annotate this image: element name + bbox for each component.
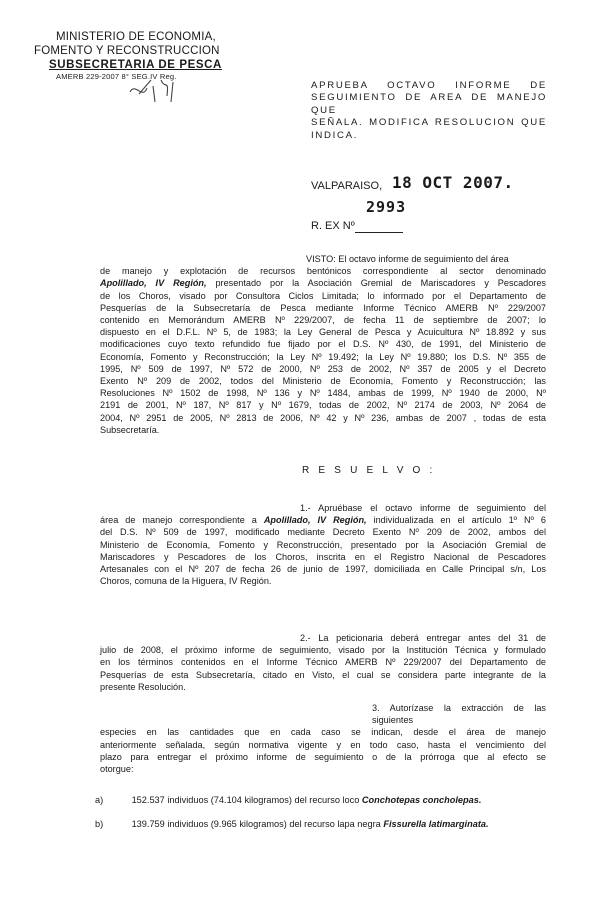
list-letter: b) bbox=[95, 819, 104, 829]
visto-line: modificaciones cuyo texto refundido fue fijado por el D.S. Nº 430, de 1991, del Ministerio de bbox=[100, 339, 546, 350]
resuelvo-item-3 bbox=[100, 702, 546, 775]
item-2-line: julio de 2008, el próximo informe de seguimiento, visado por la Institución Técnica y formulado bbox=[100, 645, 546, 656]
handwritten-initials bbox=[125, 72, 195, 112]
resuelvo-item-1 bbox=[100, 502, 546, 587]
visto-text: El octavo informe de seguimiento del área bbox=[338, 254, 509, 264]
item-2-first-line: 2.- La peticionaria deberá entregar antes del 31 de bbox=[300, 633, 546, 643]
sector-name: Apolillado, IV Región, bbox=[100, 278, 207, 289]
item-3-line: especies en las cantidades que en cada caso se indican, desde el área de manejo bbox=[100, 727, 546, 738]
reference-line: SEGUIMIENTO DE AREA DE MANEJO QUE bbox=[311, 92, 547, 116]
item-1-line: Mariscadores y Pescadores de los Choros, inscrita en el Registro Nacional de Pescadores bbox=[100, 551, 546, 562]
visto-line: dispuesto en el D.F.L. Nº 5, de 1983; la Ley General de Pesca y Acuicultura Nº 18.892 y sus bbox=[100, 327, 546, 338]
extraction-list-item-b bbox=[95, 818, 555, 830]
item-3-first-line: 3. Autorízase la extracción de las siguientes bbox=[372, 703, 546, 726]
item-1-first-line: 1.- Apruébase el octavo informe de seguimiento del bbox=[300, 503, 546, 513]
item-2-line: en los términos contenidos en el Informe Técnico AMERB Nº 229/2007 del Departamento de bbox=[100, 657, 546, 668]
list-letter: a) bbox=[95, 795, 104, 805]
item-1-line: Choros, comuna de la Higuera, IV Región. bbox=[100, 576, 272, 587]
list-text: 152.537 individuos (74.104 kilogramos) del recurso loco bbox=[131, 795, 360, 805]
visto-line: de manejo y explotación de recursos bentónicos correspondiente al sector denominado bbox=[100, 266, 546, 277]
item-1-text: área de manejo correspondiente a bbox=[100, 515, 257, 526]
visto-line: 1995, Nº 509 de 1997, Nº 572 de 2000, Nº 253 de 2002, Nº 357 de 2005 y el Decreto bbox=[100, 363, 546, 374]
visto-line: presentado por la Asociación Gremial de Mariscadores y Pescadores bbox=[215, 278, 546, 289]
item-3-line: plazo para entregar el próximo informe de seguimiento o de la prórroga que al efecto se bbox=[100, 751, 546, 762]
item-1-line: Artesanales con el Nº 207 de fecha 26 de junio de 1997, domiciliada en Calle Principal s/n, Los bbox=[100, 564, 546, 575]
item-3-line: otorgue: bbox=[100, 764, 134, 775]
city-label: VALPARAISO, bbox=[311, 180, 383, 192]
header-line-2: FOMENTO Y RECONSTRUCCION bbox=[34, 45, 220, 57]
extraction-list-item-a bbox=[95, 794, 555, 806]
reference-line: SEÑALA. MODIFICA RESOLUCION QUE bbox=[311, 117, 547, 129]
visto-line: contenido en Memorándum AMERB Nº 229/2007, de fecha 11 de septiembre de 2007; lo bbox=[100, 315, 546, 326]
list-text: 139.759 individuos (9.965 kilogramos) del recurso lapa negra bbox=[131, 819, 381, 829]
header-line-1: MINISTERIO DE ECONOMIA, bbox=[56, 31, 216, 43]
resolution-number-label: R. EX Nº bbox=[311, 220, 355, 232]
visto-label: VISTO: bbox=[306, 254, 336, 264]
resolution-number: 2993 bbox=[366, 198, 407, 216]
item-1-line-2 bbox=[100, 514, 546, 526]
reference-line: APRUEBA OCTAVO INFORME DE bbox=[311, 80, 547, 91]
reference-line: INDICA. bbox=[311, 129, 359, 141]
visto-line-sector bbox=[100, 277, 546, 289]
visto-line: 2191 de 2001, Nº 187, Nº 817 y Nº 1679, todas de 2002, Nº 2174 de 2003, Nº 2064 de bbox=[100, 400, 546, 411]
visto-line: de los Choros, visado por Consultora Ciclos Limitada; lo informado por el Departamento de bbox=[100, 290, 546, 301]
number-underline bbox=[355, 232, 403, 233]
visto-section bbox=[100, 253, 546, 436]
header-line-4: AMERB 229-2007 8° SEG.IV Reg. bbox=[56, 72, 177, 81]
visto-line: Subsecretaría. bbox=[100, 424, 160, 435]
resuelvo-heading: R E S U E L V O : bbox=[302, 465, 436, 476]
visto-first-line bbox=[100, 253, 546, 265]
visto-line: Exento Nº 209 de 2002, todos del Ministerio de Economía, Fomento y Reconstrucción; las bbox=[100, 376, 546, 387]
reference-summary bbox=[311, 80, 547, 142]
resuelvo-item-2 bbox=[100, 632, 546, 693]
item-1-text: individualizada en el artículo 1º Nº 6 bbox=[373, 515, 546, 526]
item-2-line: presente Resolución. bbox=[100, 681, 186, 692]
item-1-line: del D.S. Nº 509 de 1997, modificado mediante Decreto Exento Nº 209 de 2002, ambos del bbox=[100, 527, 546, 538]
item-3-line: anteriormente señalada, según normativa vigente y en todo caso, hasta el vencimiento del bbox=[100, 739, 546, 750]
header-line-3: SUBSECRETARIA DE PESCA bbox=[49, 59, 222, 71]
item-2-line: Pesquerías de esta Subsecretaría, citado en Visto, el cual se considera parte integrante de la bbox=[100, 669, 546, 680]
item-1-line: Ministerio de Economía, Fomento y Reconstrucción, presentado por la Asociación Gremial de bbox=[100, 539, 546, 550]
visto-line: Pesquerías de la Subsecretaría de Pesca mediante Informe Técnico AMERB Nº 229/2007 bbox=[100, 302, 546, 313]
visto-line: 2004, Nº 2951 de 2005, Nº 2813 de 2006, Nº 42 y Nº 236, ambas de 2007 , todas de esta bbox=[100, 412, 546, 423]
sector-name: Apolillado, IV Región, bbox=[263, 515, 367, 526]
visto-line: Resoluciones Nº 1502 de 1998, Nº 136 y Nº 1484, ambas de 1999, Nº 1940 de 2000, Nº bbox=[100, 388, 546, 399]
species-name: Conchotepas concholepas. bbox=[361, 795, 482, 805]
date-stamp: 18 OCT 2007. bbox=[392, 173, 514, 192]
visto-line: Economía, Fomento y Reconstrucción; la Ley Nº 19.492; la Ley Nº 19.880; los D.S. Nº 355 de bbox=[100, 351, 546, 362]
species-name: Fissurella latimarginata. bbox=[383, 819, 489, 829]
